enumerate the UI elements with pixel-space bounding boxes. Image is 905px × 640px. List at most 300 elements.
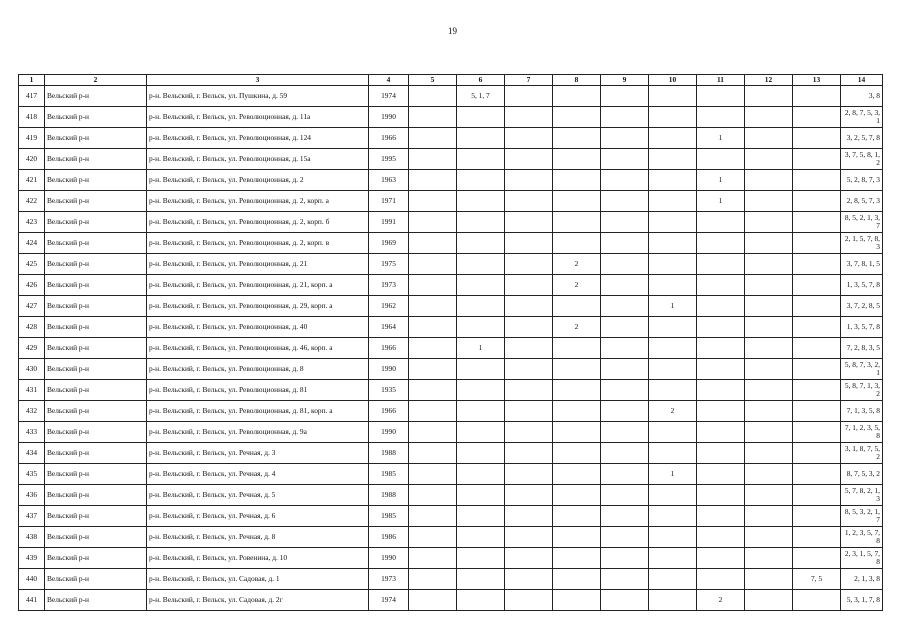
col6-cell	[457, 296, 505, 317]
col5-cell	[409, 254, 457, 275]
column-header-10: 10	[649, 75, 697, 86]
col9-cell	[601, 233, 649, 254]
header-row	[19, 75, 883, 86]
row-number-cell: 438	[19, 527, 45, 548]
col11-cell	[697, 548, 745, 569]
table-row	[19, 506, 883, 527]
col6-cell	[457, 401, 505, 422]
col11-cell	[697, 254, 745, 275]
col7-cell	[505, 401, 553, 422]
district-cell: Вельский р-н	[45, 380, 147, 401]
col11-cell	[697, 107, 745, 128]
col12-cell	[745, 296, 793, 317]
col5-cell	[409, 107, 457, 128]
col7-cell	[505, 443, 553, 464]
col11-cell	[697, 296, 745, 317]
table-row	[19, 548, 883, 569]
col10-cell	[649, 191, 697, 212]
table-row	[19, 590, 883, 611]
address-cell: р-н. Вельский, г. Вельск, ул. Речная, д. 3	[147, 443, 369, 464]
col10-cell	[649, 590, 697, 611]
col5-cell	[409, 170, 457, 191]
col7-cell	[505, 422, 553, 443]
year-cell: 1985	[369, 506, 409, 527]
col5-cell	[409, 212, 457, 233]
col5-cell	[409, 401, 457, 422]
col12-cell	[745, 359, 793, 380]
district-cell: Вельский р-н	[45, 464, 147, 485]
col9-cell	[601, 506, 649, 527]
address-cell: р-н. Вельский, г. Вельск, ул. Революционная, д. 29, корп. а	[147, 296, 369, 317]
col8-cell	[553, 233, 601, 254]
col11-cell	[697, 569, 745, 590]
col13-cell	[793, 149, 841, 170]
column-header-4: 4	[369, 75, 409, 86]
row-number-cell: 441	[19, 590, 45, 611]
col13-cell	[793, 128, 841, 149]
col7-cell	[505, 86, 553, 107]
year-cell: 1969	[369, 233, 409, 254]
col6-cell	[457, 233, 505, 254]
col14-cell: 3, 7, 5, 8, 1, 2	[841, 149, 883, 170]
col6-cell	[457, 359, 505, 380]
col10-cell	[649, 422, 697, 443]
col5-cell	[409, 590, 457, 611]
col12-cell	[745, 86, 793, 107]
col9-cell	[601, 485, 649, 506]
table-row	[19, 275, 883, 296]
year-cell: 1990	[369, 107, 409, 128]
col14-cell: 2, 1, 3, 8	[841, 569, 883, 590]
col8-cell	[553, 590, 601, 611]
row-number-cell: 428	[19, 317, 45, 338]
col7-cell	[505, 107, 553, 128]
col11-cell	[697, 443, 745, 464]
district-cell: Вельский р-н	[45, 527, 147, 548]
column-header-14: 14	[841, 75, 883, 86]
col5-cell	[409, 359, 457, 380]
col9-cell	[601, 443, 649, 464]
col13-cell	[793, 548, 841, 569]
table-row	[19, 338, 883, 359]
year-cell: 1974	[369, 86, 409, 107]
col10-cell	[649, 212, 697, 233]
col10-cell	[649, 527, 697, 548]
col12-cell	[745, 191, 793, 212]
col8-cell	[553, 401, 601, 422]
col14-cell: 7, 1, 3, 5, 8	[841, 401, 883, 422]
address-cell: р-н. Вельский, г. Вельск, ул. Революционная, д. 2, корп. в	[147, 233, 369, 254]
col11-cell	[697, 86, 745, 107]
col10-cell	[649, 485, 697, 506]
col11-cell	[697, 212, 745, 233]
col12-cell	[745, 422, 793, 443]
col7-cell	[505, 170, 553, 191]
col14-cell: 1, 3, 5, 7, 8	[841, 317, 883, 338]
table-row	[19, 569, 883, 590]
col13-cell	[793, 296, 841, 317]
table-row	[19, 86, 883, 107]
row-number-cell: 424	[19, 233, 45, 254]
col6-cell	[457, 149, 505, 170]
table-row	[19, 443, 883, 464]
col6-cell	[457, 527, 505, 548]
row-number-cell: 421	[19, 170, 45, 191]
table-row	[19, 191, 883, 212]
col6-cell	[457, 107, 505, 128]
col5-cell	[409, 380, 457, 401]
col12-cell	[745, 548, 793, 569]
table-body	[19, 86, 883, 611]
column-header-9: 9	[601, 75, 649, 86]
col13-cell: 7, 5	[793, 569, 841, 590]
col11-cell	[697, 401, 745, 422]
address-cell: р-н. Вельский, г. Вельск, ул. Революционная, д. 81, корп. а	[147, 401, 369, 422]
col5-cell	[409, 485, 457, 506]
col13-cell	[793, 191, 841, 212]
col8-cell	[553, 149, 601, 170]
col8-cell	[553, 128, 601, 149]
col6-cell	[457, 191, 505, 212]
district-cell: Вельский р-н	[45, 275, 147, 296]
year-cell: 1973	[369, 569, 409, 590]
col12-cell	[745, 275, 793, 296]
col9-cell	[601, 191, 649, 212]
col7-cell	[505, 254, 553, 275]
address-cell: р-н. Вельский, г. Вельск, ул. Речная, д. 8	[147, 527, 369, 548]
col6-cell: 5, 1, 7	[457, 86, 505, 107]
column-header-3: 3	[147, 75, 369, 86]
year-cell: 1991	[369, 212, 409, 233]
address-cell: р-н. Вельский, г. Вельск, ул. Революционная, д. 8	[147, 359, 369, 380]
row-number-cell: 439	[19, 548, 45, 569]
col13-cell	[793, 506, 841, 527]
address-cell: р-н. Вельский, г. Вельск, ул. Революционная, д. 46, корп. а	[147, 338, 369, 359]
column-header-13: 13	[793, 75, 841, 86]
col6-cell	[457, 464, 505, 485]
col5-cell	[409, 233, 457, 254]
col7-cell	[505, 338, 553, 359]
row-number-cell: 433	[19, 422, 45, 443]
district-cell: Вельский р-н	[45, 569, 147, 590]
district-cell: Вельский р-н	[45, 317, 147, 338]
col11-cell: 1	[697, 191, 745, 212]
table-row	[19, 464, 883, 485]
district-cell: Вельский р-н	[45, 359, 147, 380]
district-cell: Вельский р-н	[45, 485, 147, 506]
col9-cell	[601, 275, 649, 296]
address-cell: р-н. Вельский, г. Вельск, ул. Речная, д. 5	[147, 485, 369, 506]
district-cell: Вельский р-н	[45, 338, 147, 359]
district-cell: Вельский р-н	[45, 254, 147, 275]
col14-cell: 5, 8, 7, 3, 2, 1	[841, 359, 883, 380]
column-header-2: 2	[45, 75, 147, 86]
col9-cell	[601, 590, 649, 611]
col5-cell	[409, 506, 457, 527]
address-cell: р-н. Вельский, г. Вельск, ул. Революционная, д. 21, корп. а	[147, 275, 369, 296]
col7-cell	[505, 464, 553, 485]
address-cell: р-н. Вельский, г. Вельск, ул. Революционная, д. 81	[147, 380, 369, 401]
col13-cell	[793, 254, 841, 275]
address-cell: р-н. Вельский, г. Вельск, ул. Революционная, д. 21	[147, 254, 369, 275]
col9-cell	[601, 527, 649, 548]
col14-cell: 2, 8, 7, 5, 3, 1	[841, 107, 883, 128]
col12-cell	[745, 149, 793, 170]
col7-cell	[505, 296, 553, 317]
col7-cell	[505, 233, 553, 254]
year-cell: 1985	[369, 464, 409, 485]
col10-cell	[649, 275, 697, 296]
year-cell: 1975	[369, 254, 409, 275]
col10-cell	[649, 149, 697, 170]
col9-cell	[601, 569, 649, 590]
col13-cell	[793, 443, 841, 464]
table-row	[19, 107, 883, 128]
year-cell: 1962	[369, 296, 409, 317]
row-number-cell: 420	[19, 149, 45, 170]
table-row	[19, 170, 883, 191]
col6-cell	[457, 212, 505, 233]
row-number-cell: 425	[19, 254, 45, 275]
table-row	[19, 359, 883, 380]
col8-cell	[553, 296, 601, 317]
col5-cell	[409, 128, 457, 149]
col11-cell	[697, 359, 745, 380]
col12-cell	[745, 254, 793, 275]
col8-cell	[553, 485, 601, 506]
col5-cell	[409, 443, 457, 464]
col6-cell	[457, 380, 505, 401]
col11-cell	[697, 275, 745, 296]
district-cell: Вельский р-н	[45, 506, 147, 527]
district-cell: Вельский р-н	[45, 548, 147, 569]
col13-cell	[793, 590, 841, 611]
col8-cell	[553, 359, 601, 380]
address-cell: р-н. Вельский, г. Вельск, ул. Революционная, д. 2, корп. а	[147, 191, 369, 212]
district-cell: Вельский р-н	[45, 296, 147, 317]
col10-cell	[649, 380, 697, 401]
col9-cell	[601, 338, 649, 359]
col11-cell	[697, 506, 745, 527]
col13-cell	[793, 464, 841, 485]
col9-cell	[601, 170, 649, 191]
col12-cell	[745, 443, 793, 464]
col12-cell	[745, 485, 793, 506]
address-cell: р-н. Вельский, г. Вельск, ул. Революционная, д. 2, корп. б	[147, 212, 369, 233]
col14-cell: 3, 1, 8, 7, 5, 2	[841, 443, 883, 464]
col10-cell	[649, 317, 697, 338]
col6-cell	[457, 485, 505, 506]
col10-cell	[649, 107, 697, 128]
col8-cell	[553, 107, 601, 128]
col9-cell	[601, 464, 649, 485]
col14-cell: 2, 8, 5, 7, 3	[841, 191, 883, 212]
year-cell: 1990	[369, 359, 409, 380]
col13-cell	[793, 317, 841, 338]
column-header-8: 8	[553, 75, 601, 86]
district-cell: Вельский р-н	[45, 128, 147, 149]
col9-cell	[601, 380, 649, 401]
col11-cell	[697, 485, 745, 506]
col10-cell	[649, 359, 697, 380]
col10-cell	[649, 128, 697, 149]
col8-cell	[553, 464, 601, 485]
col5-cell	[409, 191, 457, 212]
col8-cell: 2	[553, 275, 601, 296]
col13-cell	[793, 275, 841, 296]
registry-table	[18, 74, 883, 611]
row-number-cell: 437	[19, 506, 45, 527]
col12-cell	[745, 590, 793, 611]
year-cell: 1990	[369, 422, 409, 443]
col12-cell	[745, 128, 793, 149]
col8-cell	[553, 506, 601, 527]
col10-cell	[649, 548, 697, 569]
col7-cell	[505, 380, 553, 401]
year-cell: 1995	[369, 149, 409, 170]
col9-cell	[601, 359, 649, 380]
col5-cell	[409, 548, 457, 569]
col8-cell	[553, 170, 601, 191]
col10-cell	[649, 254, 697, 275]
col5-cell	[409, 422, 457, 443]
year-cell: 1988	[369, 485, 409, 506]
col13-cell	[793, 380, 841, 401]
address-cell: р-н. Вельский, г. Вельск, ул. Садовая, д. 1	[147, 569, 369, 590]
column-header-6: 6	[457, 75, 505, 86]
col12-cell	[745, 401, 793, 422]
col8-cell	[553, 422, 601, 443]
col11-cell	[697, 380, 745, 401]
col10-cell	[649, 569, 697, 590]
row-number-cell: 431	[19, 380, 45, 401]
address-cell: р-н. Вельский, г. Вельск, ул. Революционная, д. 40	[147, 317, 369, 338]
col7-cell	[505, 548, 553, 569]
col14-cell: 2, 3, 1, 5, 7, 8	[841, 548, 883, 569]
district-cell: Вельский р-н	[45, 590, 147, 611]
row-number-cell: 432	[19, 401, 45, 422]
column-header-12: 12	[745, 75, 793, 86]
year-cell: 1986	[369, 527, 409, 548]
col13-cell	[793, 359, 841, 380]
col7-cell	[505, 359, 553, 380]
col13-cell	[793, 401, 841, 422]
district-cell: Вельский р-н	[45, 170, 147, 191]
col13-cell	[793, 86, 841, 107]
year-cell: 1990	[369, 548, 409, 569]
col7-cell	[505, 317, 553, 338]
col14-cell: 3, 7, 2, 8, 5	[841, 296, 883, 317]
col12-cell	[745, 317, 793, 338]
row-number-cell: 418	[19, 107, 45, 128]
table-row	[19, 485, 883, 506]
col9-cell	[601, 548, 649, 569]
col14-cell: 2, 1, 5, 7, 8, 3	[841, 233, 883, 254]
col11-cell	[697, 527, 745, 548]
col5-cell	[409, 86, 457, 107]
col8-cell	[553, 443, 601, 464]
col6-cell	[457, 548, 505, 569]
col5-cell	[409, 569, 457, 590]
col9-cell	[601, 107, 649, 128]
col6-cell	[457, 317, 505, 338]
year-cell: 1988	[369, 443, 409, 464]
col8-cell	[553, 569, 601, 590]
table-row	[19, 254, 883, 275]
district-cell: Вельский р-н	[45, 149, 147, 170]
address-cell: р-н. Вельский, г. Вельск, ул. Революционная, д. 11а	[147, 107, 369, 128]
col10-cell: 1	[649, 296, 697, 317]
col12-cell	[745, 170, 793, 191]
col13-cell	[793, 527, 841, 548]
col5-cell	[409, 338, 457, 359]
row-number-cell: 440	[19, 569, 45, 590]
col9-cell	[601, 254, 649, 275]
table-row	[19, 149, 883, 170]
col14-cell: 1, 3, 5, 7, 8	[841, 275, 883, 296]
col14-cell: 3, 7, 8, 1, 5	[841, 254, 883, 275]
row-number-cell: 422	[19, 191, 45, 212]
district-cell: Вельский р-н	[45, 191, 147, 212]
address-cell: р-н. Вельский, г. Вельск, ул. Пушкина, д. 59	[147, 86, 369, 107]
col9-cell	[601, 296, 649, 317]
col10-cell	[649, 86, 697, 107]
col8-cell	[553, 212, 601, 233]
address-cell: р-н. Вельский, г. Вельск, ул. Речная, д. 6	[147, 506, 369, 527]
district-cell: Вельский р-н	[45, 233, 147, 254]
col6-cell	[457, 422, 505, 443]
col6-cell	[457, 128, 505, 149]
col6-cell	[457, 443, 505, 464]
col14-cell: 5, 7, 8, 2, 1, 3	[841, 485, 883, 506]
col10-cell: 1	[649, 464, 697, 485]
row-number-cell: 436	[19, 485, 45, 506]
district-cell: Вельский р-н	[45, 86, 147, 107]
address-cell: р-н. Вельский, г. Вельск, ул. Революционная, д. 9а	[147, 422, 369, 443]
col7-cell	[505, 527, 553, 548]
col14-cell: 1, 2, 3, 5, 7, 8	[841, 527, 883, 548]
col6-cell	[457, 506, 505, 527]
col6-cell	[457, 275, 505, 296]
col14-cell: 8, 5, 3, 2, 1, 7	[841, 506, 883, 527]
page-number: 19	[448, 26, 457, 36]
col8-cell	[553, 86, 601, 107]
col12-cell	[745, 233, 793, 254]
col9-cell	[601, 317, 649, 338]
col12-cell	[745, 380, 793, 401]
address-cell: р-н. Вельский, г. Вельск, ул. Ровенина, д. 10	[147, 548, 369, 569]
col5-cell	[409, 296, 457, 317]
district-cell: Вельский р-н	[45, 422, 147, 443]
row-number-cell: 419	[19, 128, 45, 149]
col13-cell	[793, 170, 841, 191]
table-row	[19, 380, 883, 401]
table-row	[19, 422, 883, 443]
col12-cell	[745, 506, 793, 527]
col5-cell	[409, 317, 457, 338]
district-cell: Вельский р-н	[45, 212, 147, 233]
year-cell: 1966	[369, 128, 409, 149]
col9-cell	[601, 149, 649, 170]
col12-cell	[745, 527, 793, 548]
col10-cell	[649, 338, 697, 359]
year-cell: 1964	[369, 317, 409, 338]
row-number-cell: 426	[19, 275, 45, 296]
year-cell: 1966	[369, 338, 409, 359]
row-number-cell: 417	[19, 86, 45, 107]
year-cell: 1966	[369, 401, 409, 422]
col5-cell	[409, 149, 457, 170]
